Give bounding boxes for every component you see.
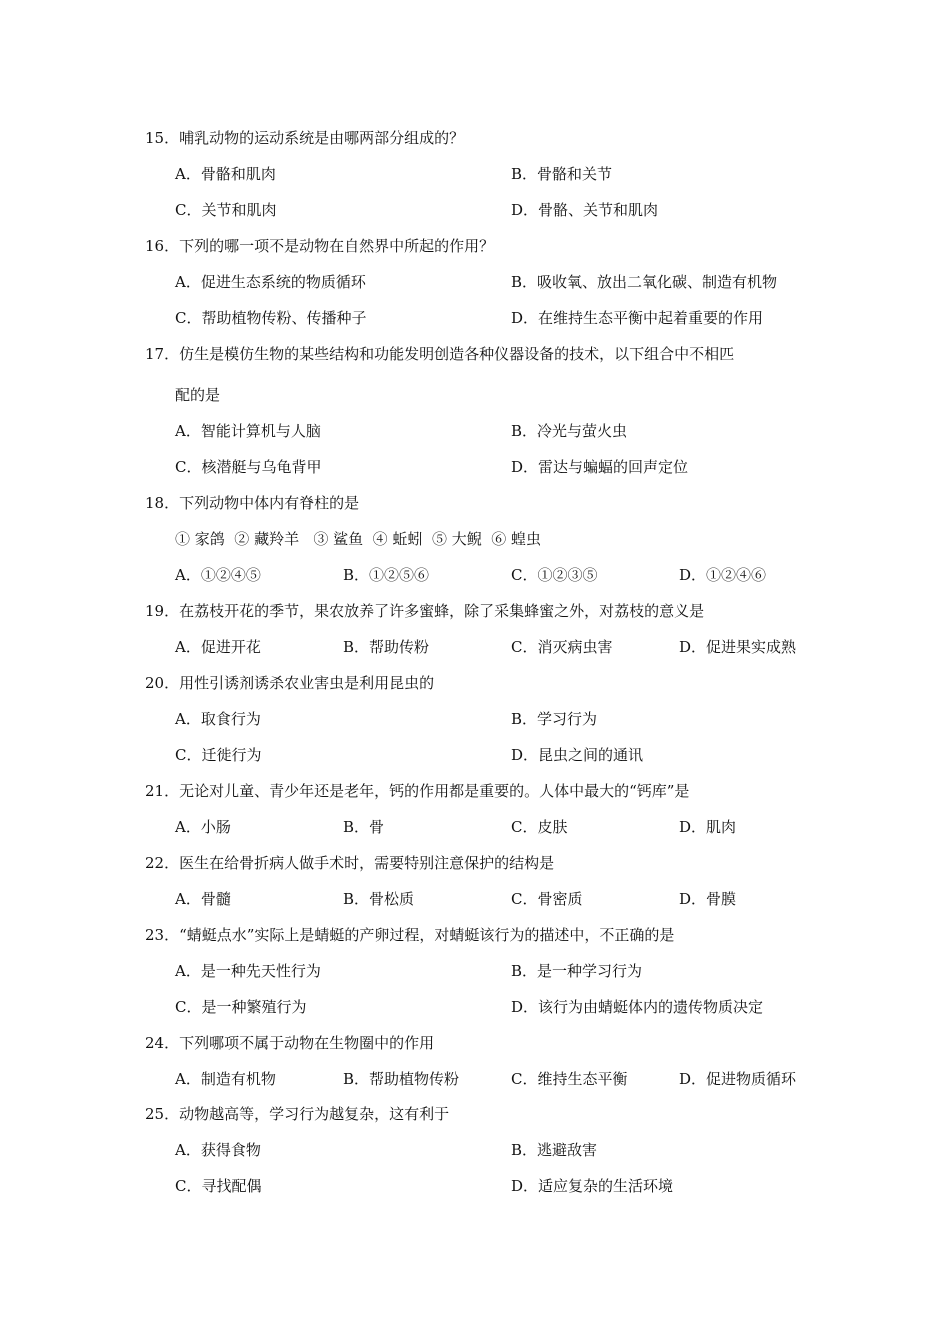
question-17-stem: 17．仿生是模仿生物的某些结构和功能发明创造各种仪器设备的技术，以下组合中不相匹 (145, 345, 735, 363)
question-21-stem: 21．无论对儿童、青少年还是老年，钙的作用都是重要的。人体中最大的“钙库”是 (145, 782, 690, 800)
question-15-option-a: A．骨骼和肌肉 (175, 165, 276, 183)
question-23-option-c: C．是一种繁殖行为 (175, 998, 307, 1016)
question-18-option-c: C．①②③⑤ (511, 566, 598, 584)
question-22-option-d: D．骨膜 (679, 890, 737, 908)
question-15-stem: 15．哺乳动物的运动系统是由哪两部分组成的？ (145, 129, 465, 147)
question-17-option-c: C．核潜艇与乌龟背甲 (175, 458, 322, 476)
question-18-option-a: A．①②④⑤ (175, 566, 261, 584)
question-24-stem: 24．下列哪项不属于动物在生物圈中的作用 (145, 1034, 435, 1052)
question-22-option-c: C．骨密质 (511, 890, 583, 908)
question-24-option-c: C．维持生态平衡 (511, 1070, 628, 1088)
question-17-option-a: A．智能计算机与人脑 (175, 422, 321, 440)
question-18-items: ① 家鸽 ② 藏羚羊 ③ 鲨鱼 ④ 蚯蚓 ⑤ 大鲵 ⑥ 蝗虫 (175, 530, 542, 548)
question-22-option-a: A．骨髓 (175, 890, 231, 908)
question-15-option-c: C．关节和肌肉 (175, 201, 277, 219)
question-22-stem: 22．医生在给骨折病人做手术时，需要特别注意保护的结构是 (145, 854, 555, 872)
question-16-option-a: A．促进生态系统的物质循环 (175, 273, 366, 291)
question-19-option-a: A．促进开花 (175, 638, 261, 656)
question-19-option-d: D．促进果实成熟 (679, 638, 797, 656)
question-20-option-c: C．迁徙行为 (175, 746, 262, 764)
question-20-option-d: D．昆虫之间的通讯 (511, 746, 644, 764)
question-18-option-b: B．①②⑤⑥ (343, 566, 430, 584)
question-17-option-d: D．雷达与蝙蝠的回声定位 (511, 458, 689, 476)
question-21-option-c: C．皮肤 (511, 818, 568, 836)
question-16-stem: 16．下列的哪一项不是动物在自然界中所起的作用？ (145, 237, 495, 255)
question-19-option-b: B．帮助传粉 (343, 638, 430, 656)
question-19-option-c: C．消灭病虫害 (511, 638, 613, 656)
question-23-option-a: A．是一种先天性行为 (175, 962, 321, 980)
question-24-option-d: D．促进物质循环 (679, 1070, 797, 1088)
question-18-option-d: D．①②④⑥ (679, 566, 767, 584)
question-22-option-b: B．骨松质 (343, 890, 415, 908)
question-19-stem: 19．在荔枝开花的季节，果农放养了许多蜜蜂，除了采集蜂蜜之外，对荔枝的意义是 (145, 602, 705, 620)
question-15-option-d: D．骨骼、关节和肌肉 (511, 201, 659, 219)
question-21-option-d: D．肌肉 (679, 818, 737, 836)
question-16-option-c: C．帮助植物传粉、传播种子 (175, 309, 367, 327)
question-23-option-d: D．该行为由蜻蜓体内的遗传物质决定 (511, 998, 764, 1016)
question-25-option-a: A．获得食物 (175, 1141, 261, 1159)
question-21-option-a: A．小肠 (175, 818, 231, 836)
question-24-option-b: B．帮助植物传粉 (343, 1070, 460, 1088)
question-24-option-a: A．制造有机物 (175, 1070, 276, 1088)
question-25-stem: 25．动物越高等，学习行为越复杂，这有利于 (145, 1105, 450, 1123)
question-18-stem: 18．下列动物中体内有脊柱的是 (145, 494, 360, 512)
question-25-option-d: D．适应复杂的生活环境 (511, 1177, 674, 1195)
question-20-stem: 20．用性引诱剂诱杀农业害虫是利用昆虫的 (145, 674, 435, 692)
question-20-option-b: B．学习行为 (511, 710, 598, 728)
question-16-option-d: D．在维持生态平衡中起着重要的作用 (511, 309, 764, 327)
question-17-option-b: B．冷光与萤火虫 (511, 422, 628, 440)
question-17-stem-continued: 配的是 (175, 386, 221, 404)
question-23-stem: 23．“蜻蜓点水”实际上是蜻蜓的产卵过程，对蜻蜓该行为的描述中，不正确的是 (145, 926, 675, 944)
question-23-option-b: B．是一种学习行为 (511, 962, 643, 980)
question-15-option-b: B．骨骼和关节 (511, 165, 613, 183)
question-20-option-a: A．取食行为 (175, 710, 261, 728)
question-16-option-b: B．吸收氧、放出二氧化碳、制造有机物 (511, 273, 778, 291)
question-21-option-b: B．骨 (343, 818, 385, 836)
question-25-option-b: B．逃避敌害 (511, 1141, 598, 1159)
question-25-option-c: C．寻找配偶 (175, 1177, 262, 1195)
